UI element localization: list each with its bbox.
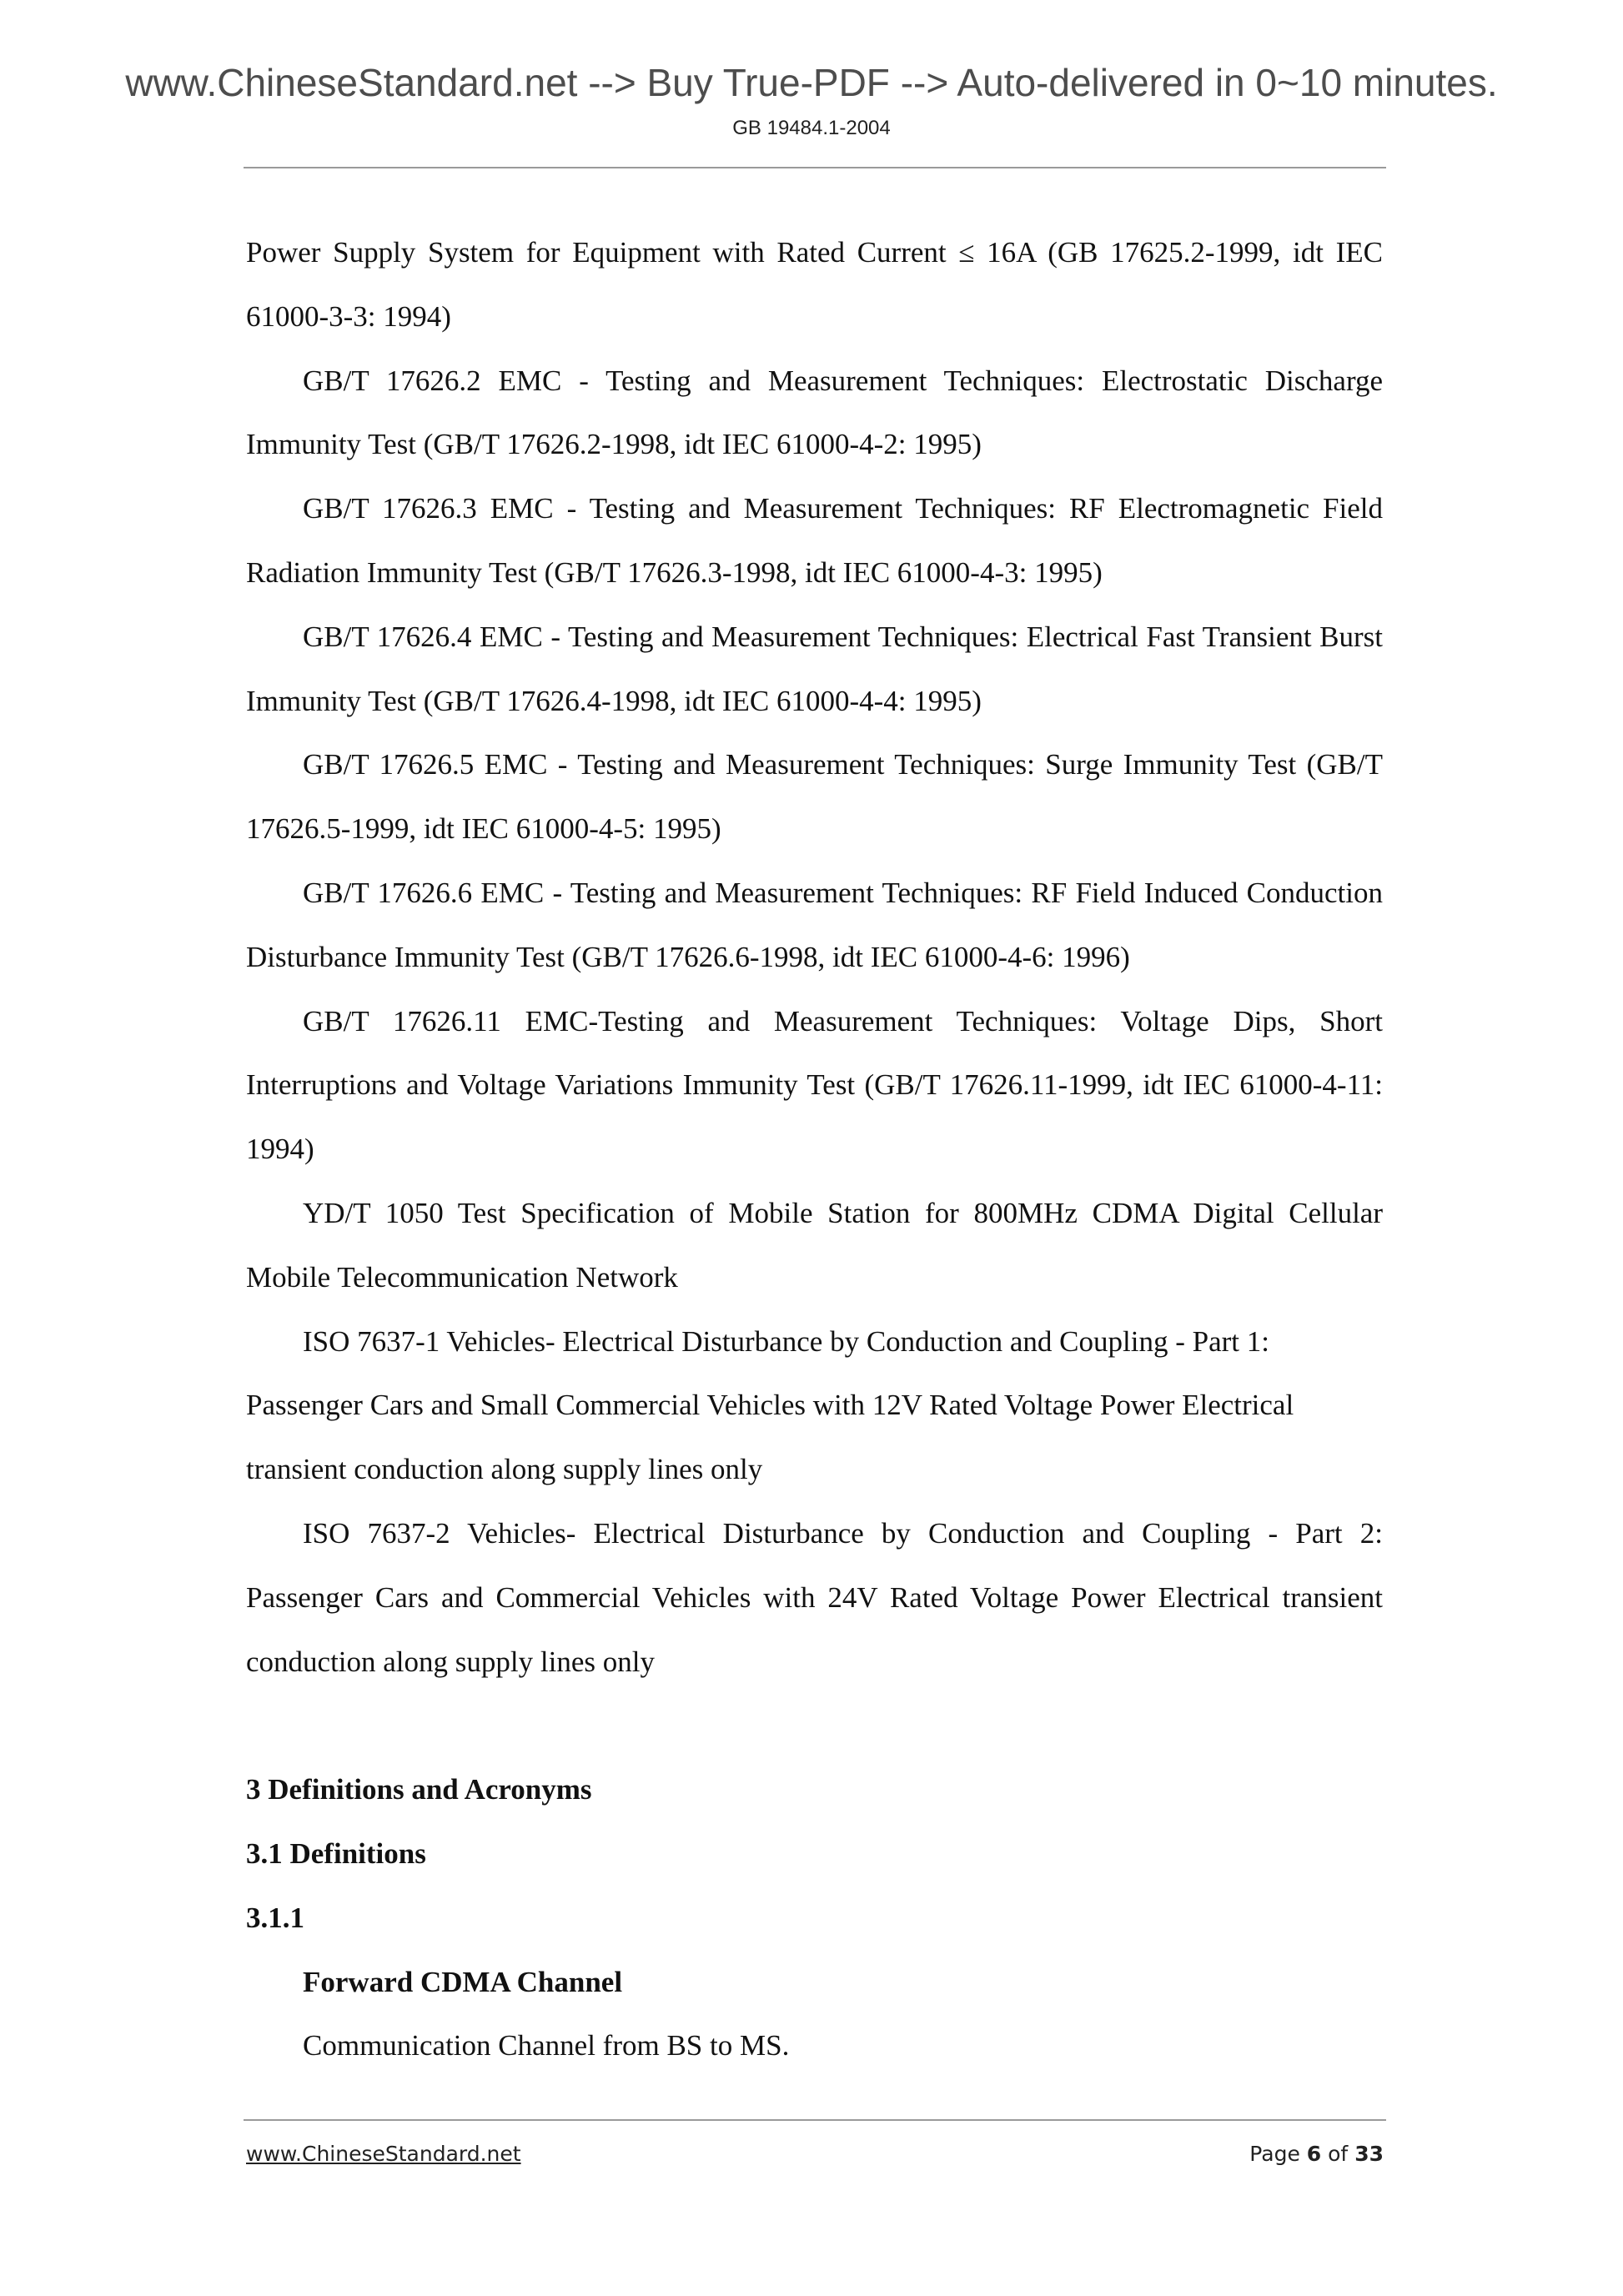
term-name: Forward CDMA Channel: [303, 1965, 623, 1998]
header-divider: [244, 167, 1386, 168]
reference-item: GB/T 17626.6 EMC - Testing and Measurement Techniques: RF Field Induced Conduction Disturbance Immunity Test (GB/T 17626.6-1998, idt IEC 61000-4-6: 1996): [246, 876, 1383, 973]
page-body: [246, 221, 1383, 2078]
reference-item: GB/T 17626.3 EMC - Testing and Measurement Techniques: RF Electromagnetic Field Radiation Immunity Test (GB/T 17626.3-1998, idt IEC 61000-4-3: 1995): [246, 492, 1383, 589]
footer-website-link[interactable]: www.ChineseStandard.net: [246, 2142, 521, 2166]
document-number: GB 19484.1-2004: [732, 117, 891, 139]
reference-item: GB/T 17626.11 EMC-Testing and Measurement Techniques: Voltage Dips, Short Interruptions and Voltage Variations Immunity Test (GB/T 17626.11-1999, idt IEC 61000-4-11: 1994): [246, 1004, 1383, 1166]
footer-divider: [244, 2119, 1386, 2121]
reference-item: GB/T 17626.4 EMC - Testing and Measurement Techniques: Electrical Fast Transient Burst Immunity Test (GB/T 17626.4-1998, idt IEC 61000-4-4: 1995): [246, 620, 1383, 717]
page-total: 33: [1354, 2142, 1384, 2166]
reference-item: GB/T 17626.2 EMC - Testing and Measurement Techniques: Electrostatic Discharge Immunity Test (GB/T 17626.2-1998, idt IEC 61000-4-2: 1995): [246, 364, 1383, 461]
reference-item: ISO 7637-2 Vehicles- Electrical Disturbance by Conduction and Coupling - Part 2: Passenger Cars and Commercial Vehicles with 24V Rated Voltage Power Electrical transient conduction along supply lines only: [246, 1516, 1383, 1678]
clause-number: 3.1.1: [246, 1901, 304, 1934]
reference-item: YD/T 1050 Test Specification of Mobile Station for 800MHz CDMA Digital Cellular Mobile Telecommunication Network: [246, 1196, 1383, 1294]
reference-item: GB/T 17626.5 EMC - Testing and Measurement Techniques: Surge Immunity Test (GB/T 17626.5-1999, idt IEC 61000-4-5: 1995): [246, 748, 1383, 846]
reference-line: transient conduction along supply lines only: [246, 1453, 763, 1486]
reference-continuation: Power Supply System for Equipment with Rated Current ≤ 16A (GB 17625.2-1999, idt IEC 61000-3-3: 1994): [246, 236, 1383, 333]
page-counter: [1249, 2142, 1384, 2166]
subsection-heading: 3.1 Definitions: [246, 1836, 426, 1870]
top-banner: www.ChineseStandard.net --> Buy True-PDF --> Auto-delivered in 0~10 minutes.: [125, 61, 1498, 104]
page-of: of: [1328, 2142, 1349, 2166]
reference-item-iso-7637-1: [246, 1310, 1383, 1502]
term-definition: Communication Channel from BS to MS.: [303, 2029, 790, 2062]
page-current: 6: [1306, 2142, 1322, 2166]
section-heading: 3 Definitions and Acronyms: [246, 1773, 592, 1806]
page-word: Page: [1249, 2142, 1300, 2166]
spacer: [246, 1694, 1383, 1758]
reference-line: Passenger Cars and Small Commercial Vehicles with 12V Rated Voltage Power Electrical: [246, 1389, 1294, 1422]
reference-line: ISO 7637-1 Vehicles- Electrical Disturbance by Conduction and Coupling - Part 1:: [303, 1324, 1269, 1358]
